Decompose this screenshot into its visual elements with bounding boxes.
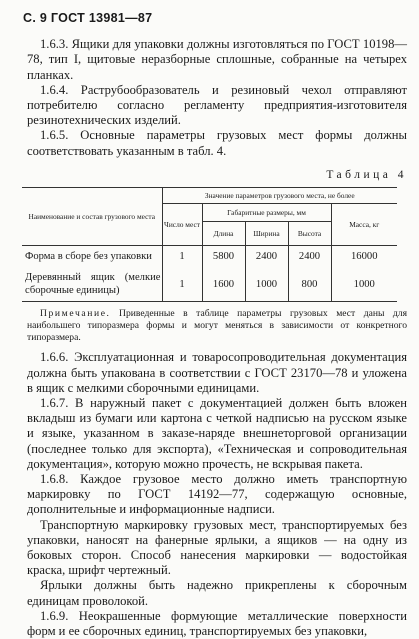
row-name: Форма в сборе без упаковки	[25, 251, 152, 263]
standard-code: ГОСТ 13981—87	[50, 11, 153, 25]
row-mass: 16000	[331, 246, 397, 268]
col-width-header: Ширина	[245, 222, 288, 246]
row-name: Деревянный ящик (мелкие сборочные единицы)	[22, 267, 162, 302]
col-dims-header: Габаритные размеры, мм	[202, 204, 331, 222]
table-4	[22, 187, 397, 302]
table-caption: Таблица 4	[326, 168, 407, 181]
page-header	[23, 11, 407, 26]
row-mass: 1000	[331, 267, 397, 302]
row-length: 5800	[202, 246, 245, 268]
row-width: 1000	[245, 267, 288, 302]
note-text: Приведенные в таблице параметры грузовых мест даны для наибольшего типоразмера формы и могут меняться в зависимости от конкретного типоразмера.	[27, 308, 407, 343]
table-row	[22, 246, 397, 268]
col-group-header: Значение параметров грузового места, не более	[162, 188, 397, 204]
col-mass-header: Масса, кг	[331, 204, 397, 246]
paragraph-1-6-5: 1.6.5. Основные параметры грузовых мест формы должны соответствовать указанным в табл. 4.	[27, 128, 407, 158]
paragraph-1-6-4: 1.6.4. Раструбообразователь и резиновый чехол отправляют потребителю согласно регламенту предприятия-изготовителя резинотехнических изделий.	[27, 82, 407, 128]
row-count: 1	[162, 267, 202, 302]
paragraph-1-6-8: 1.6.8. Каждое грузовое место должно иметь транспортную маркировку по ГОСТ 14192—77, содержащую основные, дополнительные и информационные надписи.	[27, 472, 407, 517]
col-count-header: Число мест	[162, 204, 202, 246]
note-label: Примечание.	[40, 308, 111, 320]
paragraph-1-6-3: 1.6.3. Ящики для упаковки должны изготовляться по ГОСТ 10198—78, тип I, щитовые неразборные сплошные, собранные на четырех планках.	[27, 37, 407, 82]
row-length: 1600	[202, 267, 245, 302]
paragraph-1-6-9: 1.6.9. Неокрашенные формующие металлические поверхности форм и ее сборочных единиц, транспортируемых без упаковки,	[27, 608, 407, 639]
table-note	[27, 308, 407, 343]
row-count: 1	[162, 246, 202, 268]
page-number: С. 9	[23, 11, 48, 25]
col-name-header: Наименование и состав грузового места	[22, 188, 162, 246]
paragraph-1-6-7: 1.6.7. В наружный пакет с документацией должен быть вложен вкладыш из бумаги или картона с четкой надписью на русском языке и языке, указанном в заказе-наряде внешнеторговой организации (последнее только для экспорта), «Техническая и сопроводительная документация», которую можно прочесть, не вскрывая пакета.	[27, 396, 407, 471]
col-length-header: Длина	[202, 222, 245, 246]
paragraph-marking: Транспортную маркировку грузовых мест, транспортируемых без упаковки, наносят на фанерные ярлыки, а ящиков — на одну из боковых сторон. Способ нанесения маркировки — водостойкая краска, шрифт чертежный.	[27, 517, 407, 578]
row-height: 2400	[288, 246, 331, 268]
row-width: 2400	[245, 246, 288, 268]
paragraph-1-6-6: 1.6.6. Эксплуатационная и товаросопроводительная документация должна быть упакована в соответствии с ГОСТ 23170—78 и уложена в ящик с мелкими сборочными единицами.	[27, 350, 407, 395]
col-height-header: Высота	[288, 222, 331, 246]
table-row	[22, 267, 397, 302]
paragraph-labels: Ярлыки должны быть надежно прикреплены к сборочным единицам проволокой.	[27, 578, 407, 608]
row-height: 800	[288, 267, 331, 302]
